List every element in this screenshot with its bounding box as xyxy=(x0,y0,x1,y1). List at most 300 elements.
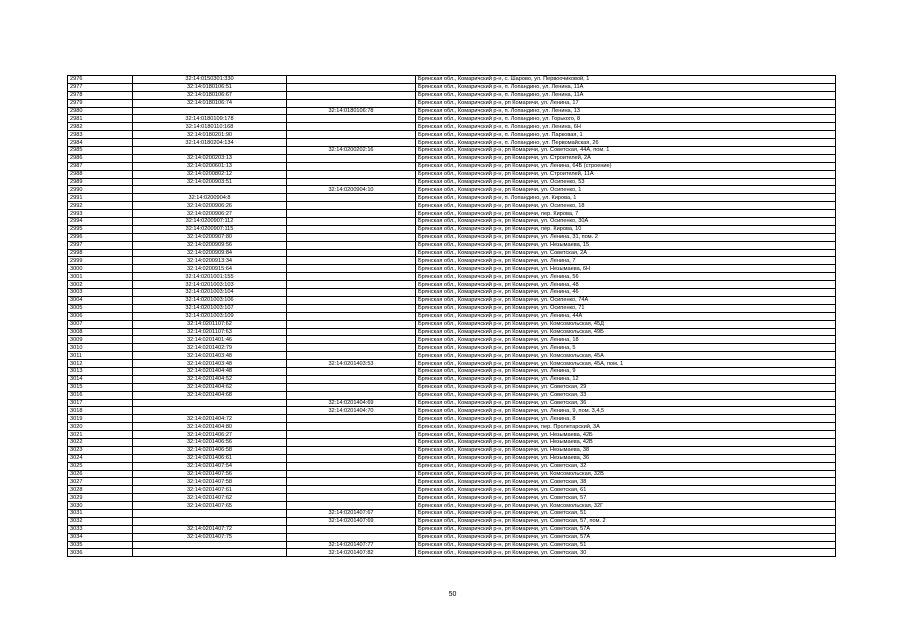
object-cadastral-number-cell xyxy=(287,281,416,289)
address-cell: Брянская обл., Комаричский р-н, рп Комаричи, ул. Советская, 2А xyxy=(416,249,836,257)
row-number-cell: 3004 xyxy=(68,296,133,304)
address-cell: Брянская обл., Комаричский р-н, рп Комаричи, ул. Ленина, 46 xyxy=(416,289,836,297)
row-number-cell: 2979 xyxy=(68,99,133,107)
row-number-cell: 2978 xyxy=(68,91,133,99)
table-row xyxy=(68,99,836,107)
cadastral-number-cell: 32:14:0201403:48 xyxy=(133,360,287,368)
cadastral-number-cell: 32:14:0200907:80 xyxy=(133,233,287,241)
table-row xyxy=(68,147,836,155)
cadastral-number-cell: 32:14:0201407:75 xyxy=(133,533,287,541)
table-row xyxy=(68,462,836,470)
address-cell: Брянская обл., Комаричский р-н, рп Комаричи, ул. Ленина, 18 xyxy=(416,336,836,344)
row-number-cell: 3023 xyxy=(68,446,133,454)
object-cadastral-number-cell xyxy=(287,525,416,533)
table-row xyxy=(68,257,836,265)
table-row xyxy=(68,509,836,517)
table-row xyxy=(68,367,836,375)
row-number-cell: 3036 xyxy=(68,549,133,557)
object-cadastral-number-cell xyxy=(287,91,416,99)
object-cadastral-number-cell xyxy=(287,162,416,170)
object-cadastral-number-cell xyxy=(287,415,416,423)
row-number-cell: 2984 xyxy=(68,139,133,147)
row-number-cell: 2976 xyxy=(68,76,133,84)
address-cell: Брянская обл., Комаричский р-н, рп Комаричи, ул. Ленина, 5 xyxy=(416,344,836,352)
row-number-cell: 3013 xyxy=(68,367,133,375)
object-cadastral-number-cell xyxy=(287,494,416,502)
address-cell: Брянская обл., Комаричский р-н, рп Комаричи, ул. Советская, 51 xyxy=(416,541,836,549)
address-cell: Брянская обл., Комаричский р-н, рп Комаричи, ул. Незымаева, 38 xyxy=(416,446,836,454)
cadastral-number-cell: 32:14:0200203:13 xyxy=(133,154,287,162)
object-cadastral-number-cell xyxy=(287,312,416,320)
cadastral-number-cell: 32:14:0201407:56 xyxy=(133,470,287,478)
object-cadastral-number-cell xyxy=(287,225,416,233)
object-cadastral-number-cell: 32:14:0201404:70 xyxy=(287,407,416,415)
row-number-cell: 3009 xyxy=(68,336,133,344)
object-cadastral-number-cell xyxy=(287,431,416,439)
address-cell: Брянская обл., Комаричский р-н, рп Комаричи, ул. Осипенко, 18 xyxy=(416,202,836,210)
row-number-cell: 3025 xyxy=(68,462,133,470)
address-cell: Брянская обл., Комаричский р-н, рп Комаричи, ул. Ленина, 48 xyxy=(416,281,836,289)
row-number-cell: 3016 xyxy=(68,391,133,399)
cadastral-number-cell: 32:14:0201403:48 xyxy=(133,352,287,360)
address-cell: Брянская обл., Комаричский р-н, рп Комаричи, ул. Незымаева, 15 xyxy=(416,241,836,249)
table-row xyxy=(68,170,836,178)
object-cadastral-number-cell xyxy=(287,273,416,281)
address-cell: Брянская обл., Комаричский р-н, рп Комаричи, ул. Осипенко, 74А xyxy=(416,296,836,304)
cadastral-number-cell: 32:14:0180110:168 xyxy=(133,123,287,131)
table-row xyxy=(68,281,836,289)
object-cadastral-number-cell xyxy=(287,304,416,312)
cadastral-number-cell: 32:14:0201406:56 xyxy=(133,438,287,446)
cadastral-number-cell: 32:14:0180106:51 xyxy=(133,83,287,91)
table-row xyxy=(68,407,836,415)
cadastral-number-cell: 32:14:0180109:178 xyxy=(133,115,287,123)
address-cell: Брянская обл., Комаричский р-н, рп Комаричи, пер. Кирова, 7 xyxy=(416,210,836,218)
cadastral-number-cell: 32:14:0201407:61 xyxy=(133,486,287,494)
object-cadastral-number-cell: 32:14:0201407:69 xyxy=(287,517,416,525)
table-row xyxy=(68,549,836,557)
property-register-table xyxy=(67,75,836,557)
table-row xyxy=(68,289,836,297)
cadastral-number-cell: 32:14:0200906:26 xyxy=(133,202,287,210)
row-number-cell: 3006 xyxy=(68,312,133,320)
table-row xyxy=(68,415,836,423)
row-number-cell: 2980 xyxy=(68,107,133,115)
object-cadastral-number-cell xyxy=(287,83,416,91)
table-row xyxy=(68,486,836,494)
table-row xyxy=(68,541,836,549)
row-number-cell: 3032 xyxy=(68,517,133,525)
table-row xyxy=(68,431,836,439)
address-cell: Брянская обл., Комаричский р-н, рп Комаричи, ул. Ленина, 64Б (строение) xyxy=(416,162,836,170)
cadastral-number-cell: 32:14:0200906:27 xyxy=(133,210,287,218)
row-number-cell: 3027 xyxy=(68,478,133,486)
address-cell: Брянская обл., Комаричский р-н, рп Комаричи, ул. Незымаева, 42Б xyxy=(416,431,836,439)
cadastral-number-cell xyxy=(133,517,287,525)
object-cadastral-number-cell xyxy=(287,131,416,139)
table-row xyxy=(68,162,836,170)
cadastral-number-cell: 32:14:0201407:58 xyxy=(133,478,287,486)
row-number-cell: 3002 xyxy=(68,281,133,289)
cadastral-number-cell: 32:14:0200903:51 xyxy=(133,178,287,186)
address-cell: Брянская обл., Комаричский р-н, рп Комаричи, ул. Комсомольская, 32Г xyxy=(416,502,836,510)
cadastral-number-cell xyxy=(133,399,287,407)
cadastral-number-cell: 32:14:0201003:107 xyxy=(133,304,287,312)
table-body xyxy=(68,76,836,557)
table-row xyxy=(68,210,836,218)
row-number-cell: 3022 xyxy=(68,438,133,446)
object-cadastral-number-cell xyxy=(287,115,416,123)
address-cell: Брянская обл., Комаричский р-н, рп Комаричи, ул. Незымаева, 6Н xyxy=(416,265,836,273)
address-cell: Брянская обл., Комаричский р-н, п. Лопандино, ул. Кирова, 1 xyxy=(416,194,836,202)
address-cell: Брянская обл., Комаричский р-н, п. Лопандино, ул. Горького, 8 xyxy=(416,115,836,123)
table-row xyxy=(68,123,836,131)
row-number-cell: 3008 xyxy=(68,328,133,336)
table-row xyxy=(68,391,836,399)
cadastral-number-cell: 32:14:0201404:62 xyxy=(133,383,287,391)
object-cadastral-number-cell xyxy=(287,202,416,210)
table-row xyxy=(68,383,836,391)
cadastral-number-cell xyxy=(133,541,287,549)
cadastral-number-cell: 32:14:0200913:34 xyxy=(133,257,287,265)
table-row xyxy=(68,494,836,502)
row-number-cell: 2986 xyxy=(68,154,133,162)
cadastral-number-cell xyxy=(133,509,287,517)
object-cadastral-number-cell xyxy=(287,438,416,446)
row-number-cell: 2993 xyxy=(68,210,133,218)
address-cell: Брянская обл., Комаричский р-н, рп Комаричи, ул. Советская, 57, пом. 2 xyxy=(416,517,836,525)
table-row xyxy=(68,83,836,91)
row-number-cell: 3018 xyxy=(68,407,133,415)
address-cell: Брянская обл., Комаричский р-н, рп Комаричи, ул. Осипенко, 30А xyxy=(416,218,836,226)
cadastral-number-cell: 32:14:0201003:109 xyxy=(133,312,287,320)
object-cadastral-number-cell xyxy=(287,423,416,431)
object-cadastral-number-cell xyxy=(287,470,416,478)
table-row xyxy=(68,233,836,241)
object-cadastral-number-cell xyxy=(287,76,416,84)
cadastral-number-cell xyxy=(133,549,287,557)
row-number-cell: 2977 xyxy=(68,83,133,91)
row-number-cell: 3021 xyxy=(68,431,133,439)
table-row xyxy=(68,446,836,454)
table-row xyxy=(68,273,836,281)
row-number-cell: 2996 xyxy=(68,233,133,241)
address-cell: Брянская обл., Комаричский р-н, рп Комаричи, пер. Пролетарский, 3А xyxy=(416,423,836,431)
object-cadastral-number-cell xyxy=(287,502,416,510)
row-number-cell: 3031 xyxy=(68,509,133,517)
page-number: 50 xyxy=(448,591,457,598)
object-cadastral-number-cell xyxy=(287,328,416,336)
row-number-cell: 3003 xyxy=(68,289,133,297)
address-cell: Брянская обл., Комаричский р-н, рп Комаричи, ул. Советская, 36 xyxy=(416,399,836,407)
table-row xyxy=(68,344,836,352)
cadastral-number-cell: 32:14:0200601:13 xyxy=(133,162,287,170)
cadastral-number-cell: 32:14:0201402:79 xyxy=(133,344,287,352)
cadastral-number-cell: 32:14:0200909:56 xyxy=(133,241,287,249)
table-row xyxy=(68,470,836,478)
object-cadastral-number-cell xyxy=(287,320,416,328)
cadastral-number-cell: 32:14:0201001:155 xyxy=(133,273,287,281)
address-cell: Брянская обл., Комаричский р-н, рп Комаричи, ул. Строителей, 11А xyxy=(416,170,836,178)
row-number-cell: 3012 xyxy=(68,360,133,368)
object-cadastral-number-cell xyxy=(287,352,416,360)
address-cell: Брянская обл., Комаричский р-н, п. Лопандино, ул. Ленина, 11А xyxy=(416,83,836,91)
table-row xyxy=(68,249,836,257)
object-cadastral-number-cell xyxy=(287,296,416,304)
address-cell: Брянская обл., Комаричский р-н, рп Комаричи, ул. Комсомольская, 45Д xyxy=(416,320,836,328)
cadastral-number-cell: 32:14:0201107:63 xyxy=(133,328,287,336)
row-number-cell: 2992 xyxy=(68,202,133,210)
row-number-cell: 3000 xyxy=(68,265,133,273)
cadastral-number-cell: 32:14:0180106:67 xyxy=(133,91,287,99)
address-cell: Брянская обл., Комаричский р-н, рп Комаричи, ул. Советская, 38 xyxy=(416,478,836,486)
object-cadastral-number-cell: 32:14:0201407:77 xyxy=(287,541,416,549)
row-number-cell: 2991 xyxy=(68,194,133,202)
table-row xyxy=(68,194,836,202)
address-cell: Брянская обл., Комаричский р-н, рп Комаричи, ул. Осипенко, 53 xyxy=(416,178,836,186)
address-cell: Брянская обл., Комаричский р-н, рп Комаричи, ул. Ленина, 56 xyxy=(416,273,836,281)
table-row xyxy=(68,312,836,320)
table-row xyxy=(68,186,836,194)
address-cell: Брянская обл., Комаричский р-н, рп Комаричи, ул. Ленина, 44А xyxy=(416,312,836,320)
address-cell: Брянская обл., Комаричский р-н, рп Комаричи, ул. Советская, 61 xyxy=(416,486,836,494)
cadastral-number-cell: 32:14:0201003:103 xyxy=(133,281,287,289)
cadastral-number-cell: 32:14:0201406:58 xyxy=(133,446,287,454)
object-cadastral-number-cell: 32:14:0200202:16 xyxy=(287,147,416,155)
address-cell: Брянская обл., Комаричский р-н, рп Комаричи, ул. Советская, 57А xyxy=(416,525,836,533)
row-number-cell: 3019 xyxy=(68,415,133,423)
table-row xyxy=(68,218,836,226)
table-row xyxy=(68,375,836,383)
row-number-cell: 3020 xyxy=(68,423,133,431)
address-cell: Брянская обл., Комаричский р-н, рп Комаричи, ул. Комсомольская, 49Б xyxy=(416,328,836,336)
address-cell: Брянская обл., Комаричский р-н, рп Комаричи, ул. Советская, 57А xyxy=(416,533,836,541)
cadastral-number-cell: 32:14:0201003:104 xyxy=(133,289,287,297)
cadastral-number-cell: 32:14:0201107:62 xyxy=(133,320,287,328)
row-number-cell: 2994 xyxy=(68,218,133,226)
cadastral-number-cell: 32:14:0201407:62 xyxy=(133,494,287,502)
cadastral-number-cell xyxy=(133,107,287,115)
cadastral-number-cell: 32:14:0200909:84 xyxy=(133,249,287,257)
row-number-cell: 3035 xyxy=(68,541,133,549)
cadastral-number-cell xyxy=(133,147,287,155)
row-number-cell: 3029 xyxy=(68,494,133,502)
row-number-cell: 2987 xyxy=(68,162,133,170)
table-row xyxy=(68,139,836,147)
cadastral-number-cell: 32:14:0150301:330 xyxy=(133,76,287,84)
address-cell: Брянская обл., Комаричский р-н, рп Комаричи, ул. Незымаева, 42В xyxy=(416,438,836,446)
address-cell: Брянская обл., Комаричский р-н, рп Комаричи, ул. Комсомольская, 45А, пом. 1 xyxy=(416,360,836,368)
object-cadastral-number-cell xyxy=(287,249,416,257)
table-row xyxy=(68,336,836,344)
address-cell: Брянская обл., Комаричский р-н, рп Комаричи, ул. Ленина, 31, пом. 2 xyxy=(416,233,836,241)
address-cell: Брянская обл., Комаричский р-н, рп Комаричи, ул. Советская, 29 xyxy=(416,383,836,391)
row-number-cell: 3030 xyxy=(68,502,133,510)
address-cell: Брянская обл., Комаричский р-н, рп Комаричи, пер. Кирова, 10 xyxy=(416,225,836,233)
cadastral-number-cell: 32:14:0201407:72 xyxy=(133,525,287,533)
object-cadastral-number-cell xyxy=(287,265,416,273)
table-row xyxy=(68,178,836,186)
address-cell: Брянская обл., Комаричский р-н, рп Комаричи, ул. Советская, 33 xyxy=(416,391,836,399)
address-cell: Брянская обл., Комаричский р-н, рп Комаричи, ул. Незымаева, 36 xyxy=(416,454,836,462)
address-cell: Брянская обл., Комаричский р-н, рп Комаричи, ул. Строителей, 2А xyxy=(416,154,836,162)
row-number-cell: 2999 xyxy=(68,257,133,265)
address-cell: Брянская обл., Комаричский р-н, рп Комаричи, ул. Советская, 51 xyxy=(416,509,836,517)
object-cadastral-number-cell: 32:14:0201407:82 xyxy=(287,549,416,557)
address-cell: Брянская обл., Комаричский р-н, рп Комаричи, ул. Советская, 57 xyxy=(416,494,836,502)
address-cell: Брянская обл., Комаричский р-н, п. Лопандино, ул. Ленина, 13 xyxy=(416,107,836,115)
object-cadastral-number-cell xyxy=(287,178,416,186)
object-cadastral-number-cell: 32:14:0201407:67 xyxy=(287,509,416,517)
row-number-cell: 2989 xyxy=(68,178,133,186)
row-number-cell: 2983 xyxy=(68,131,133,139)
table-row xyxy=(68,241,836,249)
object-cadastral-number-cell xyxy=(287,241,416,249)
cadastral-number-cell: 32:14:0201401:46 xyxy=(133,336,287,344)
table-row xyxy=(68,115,836,123)
row-number-cell: 3010 xyxy=(68,344,133,352)
address-cell: Брянская обл., Комаричский р-н, рп Комаричи, ул. Советская, 32 xyxy=(416,462,836,470)
cadastral-number-cell: 32:14:0201407:54 xyxy=(133,462,287,470)
table-row xyxy=(68,328,836,336)
row-number-cell: 3026 xyxy=(68,470,133,478)
object-cadastral-number-cell xyxy=(287,210,416,218)
object-cadastral-number-cell xyxy=(287,478,416,486)
object-cadastral-number-cell xyxy=(287,218,416,226)
row-number-cell: 3011 xyxy=(68,352,133,360)
table-row xyxy=(68,352,836,360)
address-cell: Брянская обл., Комаричский р-н, рп Комаричи, ул. Ленина, 12 xyxy=(416,375,836,383)
object-cadastral-number-cell xyxy=(287,336,416,344)
object-cadastral-number-cell xyxy=(287,446,416,454)
object-cadastral-number-cell xyxy=(287,139,416,147)
table-row xyxy=(68,478,836,486)
object-cadastral-number-cell xyxy=(287,344,416,352)
address-cell: Брянская обл., Комаричский р-н, рп Комаричи, ул. Ленина, 7 xyxy=(416,257,836,265)
cadastral-number-cell xyxy=(133,186,287,194)
row-number-cell: 2990 xyxy=(68,186,133,194)
cadastral-number-cell: 32:14:0201404:80 xyxy=(133,423,287,431)
address-cell: Брянская обл., Комаричский р-н, рп Комаричи, ул. Советская, 30 xyxy=(416,549,836,557)
table-row xyxy=(68,296,836,304)
cadastral-number-cell: 32:14:0200907:112 xyxy=(133,218,287,226)
object-cadastral-number-cell xyxy=(287,170,416,178)
address-cell: Брянская обл., Комаричский р-н, рп Комаричи, ул. Комсомольская, 32В xyxy=(416,470,836,478)
row-number-cell: 2981 xyxy=(68,115,133,123)
row-number-cell: 2985 xyxy=(68,147,133,155)
object-cadastral-number-cell xyxy=(287,233,416,241)
table-row xyxy=(68,438,836,446)
object-cadastral-number-cell xyxy=(287,486,416,494)
table-row xyxy=(68,107,836,115)
table-row xyxy=(68,154,836,162)
object-cadastral-number-cell: 32:14:0201404:69 xyxy=(287,399,416,407)
row-number-cell: 3017 xyxy=(68,399,133,407)
table-row xyxy=(68,225,836,233)
cadastral-number-cell: 32:14:0201406:61 xyxy=(133,454,287,462)
cadastral-number-cell: 32:14:0180204:134 xyxy=(133,139,287,147)
row-number-cell: 2998 xyxy=(68,249,133,257)
address-cell: Брянская обл., Комаричский р-н, рп Комаричи, ул. Ленина, 9, пом. 3,4,5 xyxy=(416,407,836,415)
row-number-cell: 3034 xyxy=(68,533,133,541)
address-cell: Брянская обл., Комаричский р-н, с. Шарово, ул. Первоочиковой, 1 xyxy=(416,76,836,84)
object-cadastral-number-cell: 32:14:0180106:78 xyxy=(287,107,416,115)
table-row xyxy=(68,533,836,541)
cadastral-number-cell: 32:14:0200802:12 xyxy=(133,170,287,178)
table-row xyxy=(68,265,836,273)
table-row xyxy=(68,517,836,525)
row-number-cell: 3005 xyxy=(68,304,133,312)
row-number-cell: 3001 xyxy=(68,273,133,281)
object-cadastral-number-cell xyxy=(287,99,416,107)
table-row xyxy=(68,454,836,462)
row-number-cell: 2982 xyxy=(68,123,133,131)
object-cadastral-number-cell xyxy=(287,391,416,399)
address-cell: Брянская обл., Комаричский р-н, рп Комаричи, ул. Советская, 44А, пом. 1 xyxy=(416,147,836,155)
cadastral-number-cell: 32:14:0201404:52 xyxy=(133,375,287,383)
object-cadastral-number-cell xyxy=(287,154,416,162)
cadastral-number-cell: 32:14:0201406:27 xyxy=(133,431,287,439)
cadastral-number-cell: 32:14:0180201:90 xyxy=(133,131,287,139)
address-cell: Брянская обл., Комаричский р-н, рп Комаричи, ул. Комсомольская, 45А xyxy=(416,352,836,360)
table-row xyxy=(68,423,836,431)
table-row xyxy=(68,91,836,99)
table-row xyxy=(68,360,836,368)
row-number-cell: 2997 xyxy=(68,241,133,249)
object-cadastral-number-cell xyxy=(287,375,416,383)
cadastral-number-cell: 32:14:0200907:115 xyxy=(133,225,287,233)
cadastral-number-cell: 32:14:0200904:8 xyxy=(133,194,287,202)
row-number-cell: 3024 xyxy=(68,454,133,462)
row-number-cell: 3028 xyxy=(68,486,133,494)
address-cell: Брянская обл., Комаричский р-н, п. Лопандино, ул. Ленина, 6Н xyxy=(416,123,836,131)
table-row xyxy=(68,502,836,510)
cadastral-number-cell: 32:14:0201404:48 xyxy=(133,367,287,375)
cadastral-number-cell: 32:14:0201003:106 xyxy=(133,296,287,304)
table-row xyxy=(68,399,836,407)
cadastral-number-cell: 32:14:0201404:68 xyxy=(133,391,287,399)
object-cadastral-number-cell: 32:14:0200904:10 xyxy=(287,186,416,194)
table-row xyxy=(68,202,836,210)
row-number-cell: 2995 xyxy=(68,225,133,233)
table-row xyxy=(68,131,836,139)
object-cadastral-number-cell xyxy=(287,123,416,131)
object-cadastral-number-cell xyxy=(287,454,416,462)
object-cadastral-number-cell xyxy=(287,383,416,391)
address-cell: Брянская обл., Комаричский р-н, п. Лопандино, ул. Парковая, 1 xyxy=(416,131,836,139)
table-row xyxy=(68,320,836,328)
address-cell: Брянская обл., Комаричский р-н, рп Комаричи, ул. Осипенко, 71 xyxy=(416,304,836,312)
object-cadastral-number-cell xyxy=(287,194,416,202)
cadastral-number-cell xyxy=(133,407,287,415)
row-number-cell: 3015 xyxy=(68,383,133,391)
cadastral-number-cell: 32:14:0200915:64 xyxy=(133,265,287,273)
object-cadastral-number-cell xyxy=(287,289,416,297)
row-number-cell: 3033 xyxy=(68,525,133,533)
object-cadastral-number-cell xyxy=(287,367,416,375)
object-cadastral-number-cell xyxy=(287,257,416,265)
address-cell: Брянская обл., Комаричский р-н, п. Лопандино, ул. Первомайская, 26 xyxy=(416,139,836,147)
cadastral-number-cell: 32:14:0201404:72 xyxy=(133,415,287,423)
row-number-cell: 3007 xyxy=(68,320,133,328)
table-row xyxy=(68,525,836,533)
object-cadastral-number-cell: 32:14:0201403:53 xyxy=(287,360,416,368)
address-cell: Брянская обл., Комаричский р-н, рп Комаричи, ул. Ленина, 17 xyxy=(416,99,836,107)
address-cell: Брянская обл., Комаричский р-н, рп Комаричи, ул. Ленина, 9 xyxy=(416,367,836,375)
table-row xyxy=(68,76,836,84)
row-number-cell: 2988 xyxy=(68,170,133,178)
table-row xyxy=(68,304,836,312)
